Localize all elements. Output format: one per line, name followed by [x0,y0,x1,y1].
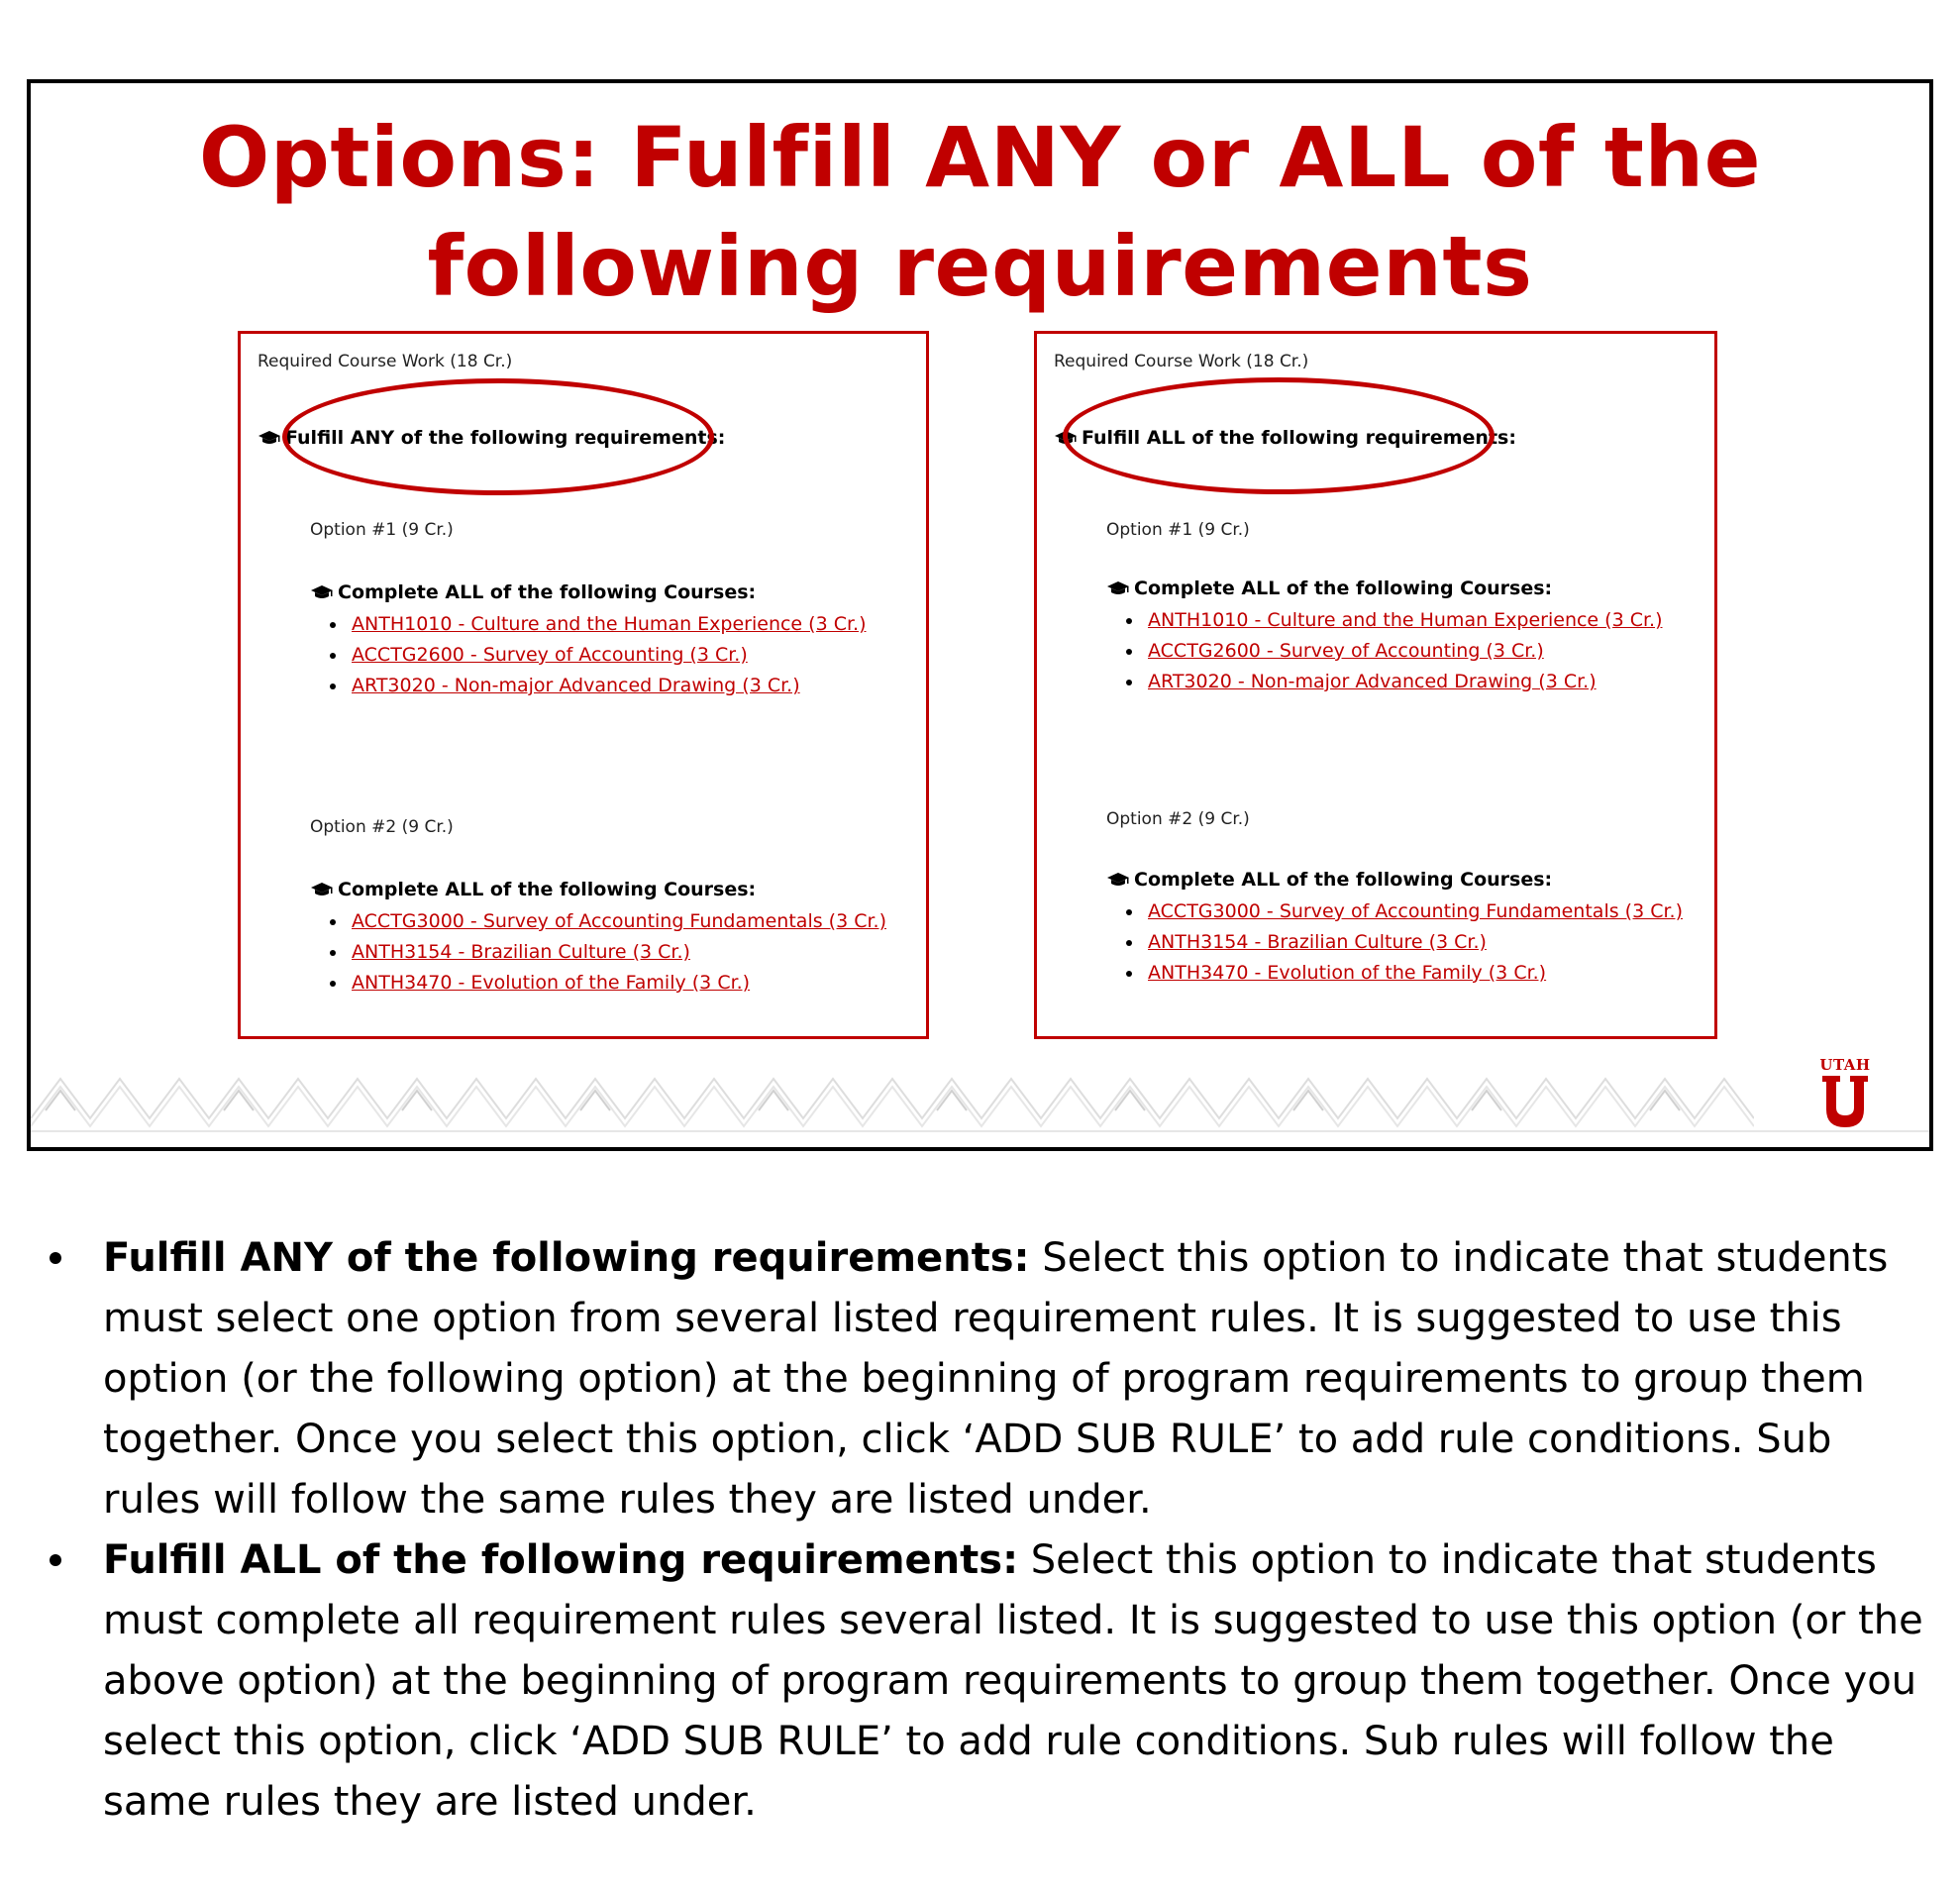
course-item [310,609,867,640]
utah-u-logo-icon [1820,1074,1870,1129]
course-link[interactable]: ANTH3470 - Evolution of the Family (3 Cr.) [352,972,751,994]
explanation-item-all [42,1530,1923,1833]
course-link[interactable]: ACCTG2600 - Survey of Accounting (3 Cr.) [352,644,748,666]
graduation-cap-icon [310,882,334,897]
course-group [310,581,867,701]
course-link[interactable]: ANTH3154 - Brazilian Culture (3 Cr.) [1148,931,1487,953]
course-group-heading [1106,578,1663,599]
course-group-heading [310,879,886,900]
course-group-heading [310,581,867,603]
highlight-circle [282,378,714,495]
footer-divider [31,1130,1929,1132]
course-group-heading-label: Complete ALL of the following Courses: [1134,578,1553,599]
slide-title-line-1: Options: Fulfill ANY or ALL of the [198,109,1762,206]
rule-label: Fulfill ANY of the following requirements: [285,427,726,449]
course-list [1106,896,1683,989]
decorative-zigzag-pattern [31,1059,1754,1128]
explanation-text: Select this option to indicate that students must complete all requirement rules several listed. It is suggested to use this option (or the above option) at the beginning of program requirements to group them together. Once you select this option, click ‘ADD SUB RULE’ to add rule conditions. Sub rules will follow the same rules they are listed under. [103,1537,1923,1825]
course-list [310,609,867,701]
course-link[interactable]: ANTH1010 - Culture and the Human Experience (3 Cr.) [1148,609,1663,631]
option-label: Option #1 (9 Cr.) [310,520,454,540]
course-item [1106,958,1683,989]
course-group [1106,578,1663,697]
course-group [1106,869,1683,989]
graduation-cap-icon [1106,580,1130,596]
course-group-heading [1106,869,1683,891]
highlight-circle [1063,377,1495,494]
panel-heading: Required Course Work (18 Cr.) [258,352,513,371]
course-link[interactable]: ACCTG3000 - Survey of Accounting Fundamentals (3 Cr.) [352,910,886,932]
course-list [310,906,886,999]
course-link[interactable]: ANTH3470 - Evolution of the Family (3 Cr.) [1148,962,1547,984]
explanation-item-any [42,1228,1923,1530]
slide-title-line-2: following requirements [427,218,1533,315]
course-item [310,640,867,671]
course-item [1106,667,1663,697]
course-item [1106,605,1663,636]
course-group-heading-label: Complete ALL of the following Courses: [338,879,757,900]
requirements-panel-any [238,331,929,1039]
course-item [1106,927,1683,958]
course-item [310,906,886,937]
course-item [1106,896,1683,927]
slide [27,79,1933,1151]
course-list [1106,605,1663,697]
course-item [310,968,886,999]
course-group [310,879,886,999]
course-link[interactable]: ANTH3154 - Brazilian Culture (3 Cr.) [352,941,690,963]
course-link[interactable]: ANTH1010 - Culture and the Human Experience (3 Cr.) [352,613,867,635]
option-label: Option #2 (9 Cr.) [1106,809,1250,829]
option-label: Option #1 (9 Cr.) [1106,520,1250,540]
course-item [1106,636,1663,667]
option-label: Option #2 (9 Cr.) [310,817,454,837]
utah-logo [1815,1056,1875,1135]
graduation-cap-icon [310,584,334,600]
explanation-lead: Fulfill ALL of the following requirements: [103,1537,1019,1583]
course-group-heading-label: Complete ALL of the following Courses: [1134,869,1553,891]
course-group-heading-label: Complete ALL of the following Courses: [338,581,757,603]
course-item [310,671,867,701]
course-link[interactable]: ART3020 - Non-major Advanced Drawing (3 Cr.) [1148,671,1597,692]
logo-wordmark: UTAH [1819,1056,1871,1074]
explanation-text: Select this option to indicate that students must select one option from several listed requirement rules. It is suggested to use this option (or the following option) at the beginning of program requirements to group them together. Once you select this option, click ‘ADD SUB RULE’ to add rule conditions. Sub rules will follow the same rules they are listed under. [103,1235,1889,1523]
course-link[interactable]: ART3020 - Non-major Advanced Drawing (3 Cr.) [352,675,800,696]
panel-heading: Required Course Work (18 Cr.) [1054,352,1309,371]
course-item [310,937,886,968]
requirements-panel-all [1034,331,1717,1039]
course-link[interactable]: ACCTG3000 - Survey of Accounting Fundamentals (3 Cr.) [1148,900,1683,922]
explanation-lead: Fulfill ANY of the following requirements: [103,1235,1030,1281]
graduation-cap-icon [1106,872,1130,888]
slide-title [31,103,1929,321]
graduation-cap-icon [258,430,281,446]
rule-label: Fulfill ALL of the following requirements: [1082,427,1516,449]
course-link[interactable]: ACCTG2600 - Survey of Accounting (3 Cr.) [1148,640,1544,662]
explanation-list [42,1228,1923,1833]
